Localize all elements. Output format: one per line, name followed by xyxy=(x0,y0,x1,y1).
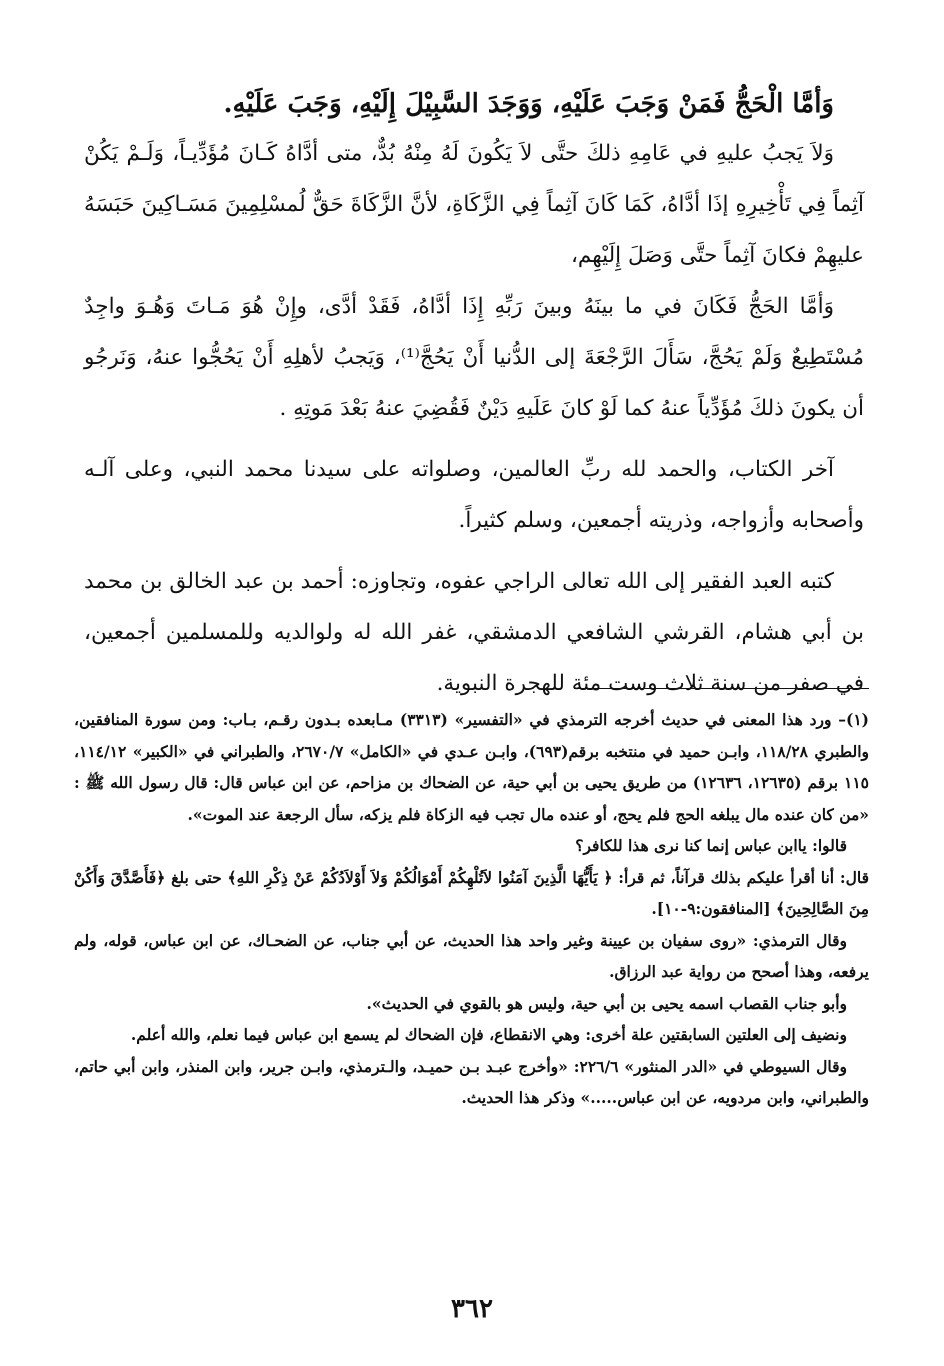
footnotes xyxy=(74,704,869,1114)
footnote-paragraph: وقال الترمذي: «روى سفيان بن عيينة وغير واحد هذا الحديث، عن أبي جناب، عن الضحـاك، عن ابن عباس، قوله، ولم يرفعه، وهذا أصحح من رواية عبد الرزاق. xyxy=(74,930,869,981)
footnote-paragraph: ونضيف إلى العلتين السابقتين علة أخرى: وهي الانقطاع، فإن الضحاك لم يسمع ابن عباس فيما نعلم، والله أعلم. xyxy=(130,1025,847,1044)
footnote-paragraph: (١)– ورد هذا المعنى في حديث أخرجه الترمذي في «التفسير» (٣٣١٣) مـابعده بـدون رقـم، بـاب: ومن سورة المنافقين، والطبري ١١٨/٢٨، وابـن حميد في منتخبه برقم(٦٩٣)، وابـن عـدي في «الكامل» ٢٦٧٠/٧، والطبراني في «الكبير» ١١٤/١٢، ١١٥ برقم (١٢٦٣٥، ١٢٦٣٦) من طريق يحيى بن أبي حية، عن الضحاك بن مزاحم، عن ابن عباس قال: قال رسول الله ﷺ : «من كان عنده مال يبلغه الحج فلم يحج، أو عنده مال تجب فيه الزكاة فلم يزكه، سأل الرجعة عند الموت». xyxy=(74,710,869,824)
main-paragraph: كتبه العبد الفقير إلى الله تعالى الراجي عفوه، وتجاوزه: أحمد بن عبد الخالق بن محمد بن أبي هشام، القرشي الشافعي الدمشقي، غفر الله له ولوالديه وللمسلمين أجمعين، في صفر من سنة ثلاث وست مئة للهجرة النبوية. xyxy=(84,569,864,696)
footnote-separator xyxy=(574,688,869,689)
footnote-paragraph: وأبو جناب القصاب اسمه يحيى بن أبي حية، وليس هو بالقوي في الحديث». xyxy=(366,993,847,1013)
main-paragraph: وَلاَ يَجبُ عليهِ في عَامِهِ ذلكَ حتَّى لاَ يَكُونَ لَهُ مِنْهُ بُدٌّ، متى أدَّاهُ كَـانَ مُؤَدِّيـاً، وَلَـمْ يَكُنْ آثِماً فِي تَأْخِيرِهِ إذَا أدَّاهُ، كَمَا كَانَ آثِماً فِي الزَّكَاةِ، لأنَّ الزَّكَاةَ حَقٌّ لُمسْلِمِينَ مَسَـاكِينَ حَبَسَهُ عليهِمْ فكانَ آثِماً حتَّى وَصَلَ إِلَيْهِم، xyxy=(84,141,864,268)
main-paragraph: آخر الكتاب، والحمد لله ربِّ العالمين، وصلواته على سيدنا محمد النبي، وعلى آلـه وأصحابه وأزواجه، وذريته أجمعين، وسلم كثيراً. xyxy=(84,457,864,533)
section-heading: وَأمَّا الْحَجُّ فَمَنْ وَجَبَ عَلَيْهِ، وَوَجَدَ السَّبِيْلَ إِلَيْهِ، وَجَبَ عَلَيْهِ. xyxy=(223,89,834,119)
footnote-paragraph: قالوا: ياابن عباس إنما كنا نرى هذا للكافر؟ xyxy=(575,836,847,855)
main-paragraph: وَأمَّا الحَجُّ فَكَانَ في ما بينَهُ وبينَ رَبِّهِ إِذَا أدَّاهُ، فَقَدْ أدَّى، وإِنْ هُوَ مَـاتَ وَهُـوَ واجِدٌ مُسْتَطِيعٌ وَلَمْ يَحُجَّ، سَأَلَ الرَّجْعَةَ إلى الدُّنيا أَنْ يَحُجَّ⁽¹⁾، وَيَجبُ لأهلِهِ أَنْ يَحُجُّوا عنهُ، وَنَرجُو أن يكونَ ذلكَ مُؤَدِّياً عنهُ كما لَوْ كانَ عَلَيهِ دَيْنٌ فَقُضِيَ عنهُ بَعْدَ مَوتِهِ . xyxy=(84,294,864,421)
main-text xyxy=(84,128,864,709)
page-number: ٣٦٢ xyxy=(451,1294,493,1324)
footnote-paragraph: قال: أنا أقرأ عليكم بذلك قرآناً، ثم قرأ: ﴿ يَأَيُّهَا الَّذِينَ آمَنُوا لاَتُلْهِكُمْ أَمْوَالُكُمْ وَلاَ أَوْلاَدُكُمْ عَنْ ذِكْرِ اللهِ﴾ حتى بلغ ﴿فَأَصَّدَّقَ وَأَكُنْ مِنَ الصَّالِحِينَ﴾ [المنافقون:٩-١٠]. xyxy=(74,867,869,918)
footnote-paragraph: وقال السيوطي في «الدر المنثور» ٢٢٦/٦: «وأخرج عبـد بـن حميـد، والـترمذي، وابـن جرير، وابن المنذر، وابن أبي حاتم، والطبراني، وابن مردويه، عن ابن عباس.....» وذكر هذا الحديث. xyxy=(74,1056,869,1107)
